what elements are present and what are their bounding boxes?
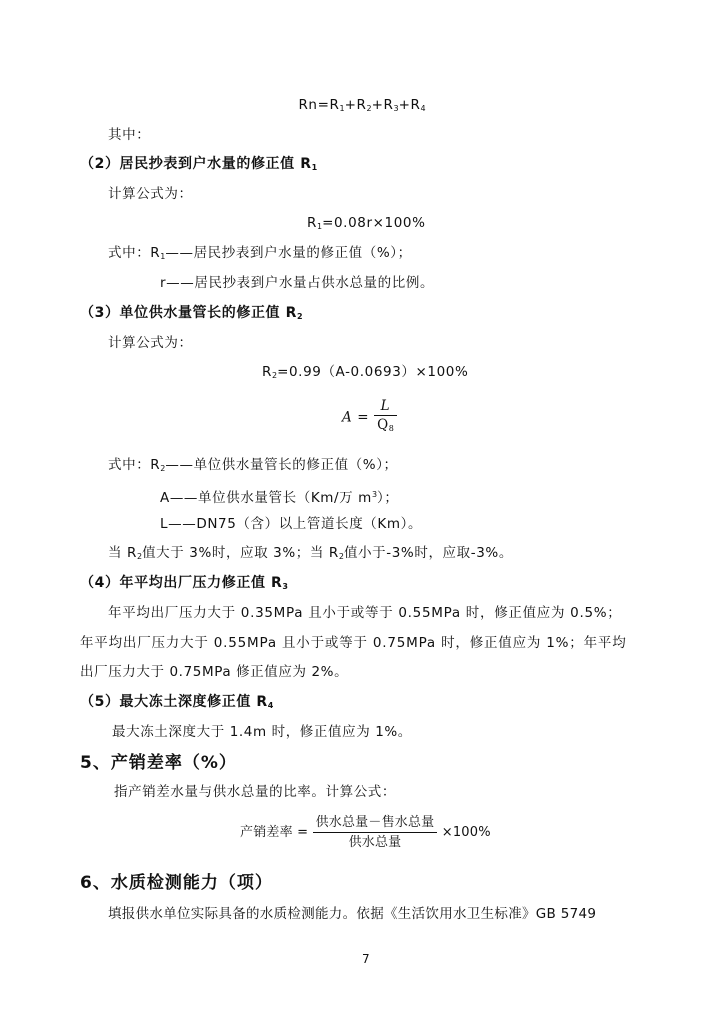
calc-label-2: 计算公式为： <box>108 335 193 351</box>
where-l: L——DN75（含）以上管道长度（Km）。 <box>160 516 423 532</box>
section-4-line-1: 年平均出厂压力大于 0.35MPa 且小于或等于 0.55MPa 时，修正值应为 0.5%； <box>108 605 622 621</box>
heading-6: 6、水质检测能力（项） <box>80 873 273 893</box>
heading-5: 5、产销差率（%） <box>80 753 237 773</box>
where-r2: 式中：$R_2——$单位供水量管长的修正值（%）； <box>108 457 398 473</box>
page-number: 7 <box>362 952 370 966</box>
section-3-heading: （3）单位供水量管长的修正值 $R_2$ <box>80 305 303 321</box>
section-5-heading: （5）最大冻土深度修正值 $R_4$ <box>80 694 274 710</box>
section-4-line-2: 年平均出厂压力大于 0.55MPa 且小于或等于 0.75MPa 时，修正值应为 1%；年平均 <box>80 635 627 651</box>
section-5-line: 最大冻土深度大于 1.4m 时，修正值应为 1%。 <box>112 724 412 740</box>
section-4-line-3: 出厂压力大于 0.75MPa 修正值应为 2%。 <box>80 664 349 680</box>
section-2-heading: （2）居民抄表到户水量的修正值 $R_1$ <box>80 156 318 172</box>
calc-label-1: 计算公式为： <box>108 186 193 202</box>
heading-5-description: 指产销差水量与供水总量的比率。计算公式： <box>114 784 396 800</box>
formula-ratio: 产销差率 = $\frac{\text{供水总量－售水总量}}{\text{供水总量}}$ ×100% <box>240 815 491 850</box>
formula-a-fraction: $\frac{L}{Q_8}$ <box>374 398 397 437</box>
formula-r1: $R_1=0.08r\times 100\%$ <box>307 215 426 231</box>
qizhong-label: 其中： <box>108 127 151 143</box>
section-4-heading: （4）年平均出厂压力修正值 $R_3$ <box>80 575 288 591</box>
formula-r2: $R_2=0.99(A-0.0693)\times 100\%$ <box>262 364 469 380</box>
heading-6-description: 填报供水单位实际具备的水质检测能力。依据《生活饮用水卫生标准》GB 5749 <box>108 906 597 922</box>
formula-ratio-fraction: $\frac{\text{供水总量－售水总量}}{\text{供水总量}}$ <box>313 814 438 851</box>
where-r1: 式中：$R_1——$居民抄表到户水量的修正值（%）； <box>108 245 412 261</box>
formula-a: A = $\frac{L}{Q_8}$ <box>342 398 397 437</box>
where-r: r——居民抄表到户水量占供水总量的比例。 <box>160 275 435 291</box>
where-a: A——单位供水量管长（Km/万 $m^3$）； <box>160 490 399 506</box>
condition-r2: 当 $R_2$值大于 3%时，应取 3%；当 $R_2$值小于-3%时，应取-3%。 <box>108 545 513 561</box>
formula-rn: $Rn=R_1+R_2+R_3+R_4$ <box>298 97 426 113</box>
